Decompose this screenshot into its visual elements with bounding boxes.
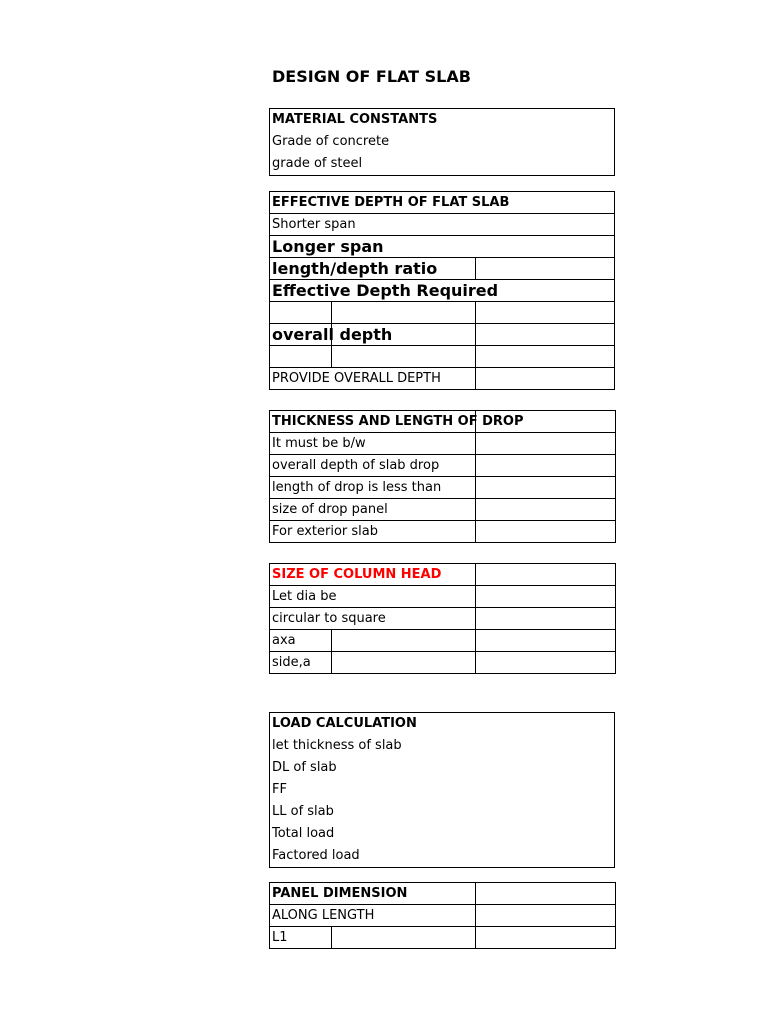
ld-ratio-label: length/depth ratio [272,259,438,278]
load-header: LOAD CALCULATION [272,716,417,731]
panel-dimension-table [269,882,616,949]
effective-depth-table [269,191,615,390]
material-line-concrete: Grade of concrete [272,134,390,149]
drop-table [269,410,616,543]
panel-header: PANEL DIMENSION [272,886,408,901]
page-title: DESIGN OF FLAT SLAB [272,67,471,86]
load-calculation-box [269,712,615,868]
column-head-table [269,563,616,674]
load-line: FF [272,782,287,797]
drop-row: overall depth of slab drop [272,458,440,473]
overall-depth-label: overall depth [272,325,393,344]
column-head-row: axa [272,633,296,648]
load-line: Total load [272,826,335,841]
shorter-span-label: Shorter span [272,217,356,232]
effective-depth-header: EFFECTIVE DEPTH OF FLAT SLAB [272,195,510,210]
load-line: Factored load [272,848,360,863]
panel-row: ALONG LENGTH [272,908,375,923]
load-line: DL of slab [272,760,337,775]
drop-header: THICKNESS AND LENGTH OF DROP [272,414,524,429]
effective-depth-required-label: Effective Depth Required [272,281,499,300]
material-line-steel: grade of steel [272,156,363,171]
material-header: MATERIAL CONSTANTS [272,112,438,127]
drop-row: length of drop is less than [272,480,442,495]
material-constants-box [269,108,615,176]
drop-row: size of drop panel [272,502,388,517]
panel-row: L1 [272,930,288,945]
column-head-row: circular to square [272,611,386,626]
longer-span-label: Longer span [272,237,384,256]
column-head-row: side,a [272,655,311,670]
column-head-row: Let dia be [272,589,337,604]
load-line: LL of slab [272,804,334,819]
drop-row: It must be b/w [272,436,366,451]
provide-overall-depth-label: PROVIDE OVERALL DEPTH [272,371,441,386]
drop-row: For exterior slab [272,524,378,539]
load-line: let thickness of slab [272,738,402,753]
column-head-header: SIZE OF COLUMN HEAD [272,567,442,582]
